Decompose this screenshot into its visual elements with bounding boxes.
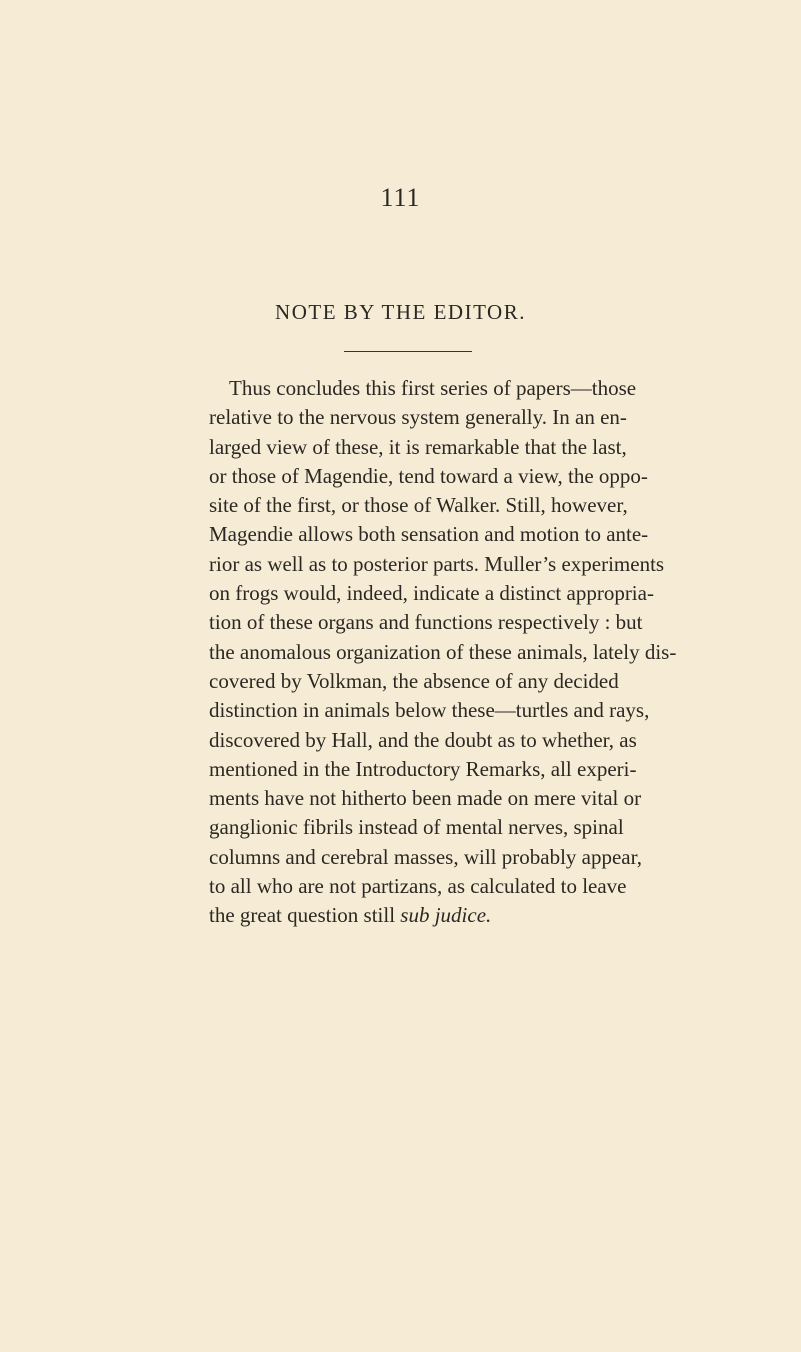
- text-line: ganglionic fibrils instead of mental nerves, spinal: [209, 815, 624, 840]
- text-line: relative to the nervous system generally. In an en-: [209, 405, 627, 430]
- body-paragraph: [209, 374, 677, 931]
- text-line: larged view of these, it is remarkable that the last,: [209, 434, 627, 459]
- section-heading: NOTE BY THE EDITOR.: [275, 300, 526, 324]
- text-line: mentioned in the Introductory Remarks, all experi-: [209, 756, 637, 781]
- text-line: Magendie allows both sensation and motion to ante-: [209, 522, 649, 547]
- text-line: on frogs would, indeed, indicate a distinct appropria-: [209, 581, 654, 606]
- page-number: 111: [380, 183, 421, 212]
- text-line: columns and cerebral masses, will probably appear,: [209, 844, 643, 869]
- text-line: covered by Volkman, the absence of any decided: [209, 668, 619, 693]
- heading-divider: [344, 351, 472, 352]
- text-line-last-roman: the great question still: [209, 903, 401, 928]
- text-line: distinction in animals below these—turtles and rays,: [209, 698, 650, 723]
- text-line: ments have not hitherto been made on mere vital or: [209, 786, 642, 811]
- text-line: rior as well as to posterior parts. Muller’s experiments: [209, 551, 665, 576]
- italic-latin-phrase: sub judice.: [400, 903, 492, 928]
- text-line: Thus concludes this first series of papers—those: [229, 376, 637, 400]
- text-line: the anomalous organization of these animals, lately dis-: [209, 639, 677, 664]
- text-line-last: [209, 901, 602, 930]
- text-line: site of the first, or those of Walker. Still, however,: [209, 493, 628, 518]
- text-line: tion of these organs and functions respectively : but: [209, 610, 643, 635]
- text-line: discovered by Hall, and the doubt as to whether, as: [209, 727, 637, 752]
- text-line: or those of Magendie, tend toward a view, the oppo-: [209, 463, 648, 488]
- text-line: to all who are not partizans, as calculated to leave: [209, 874, 627, 899]
